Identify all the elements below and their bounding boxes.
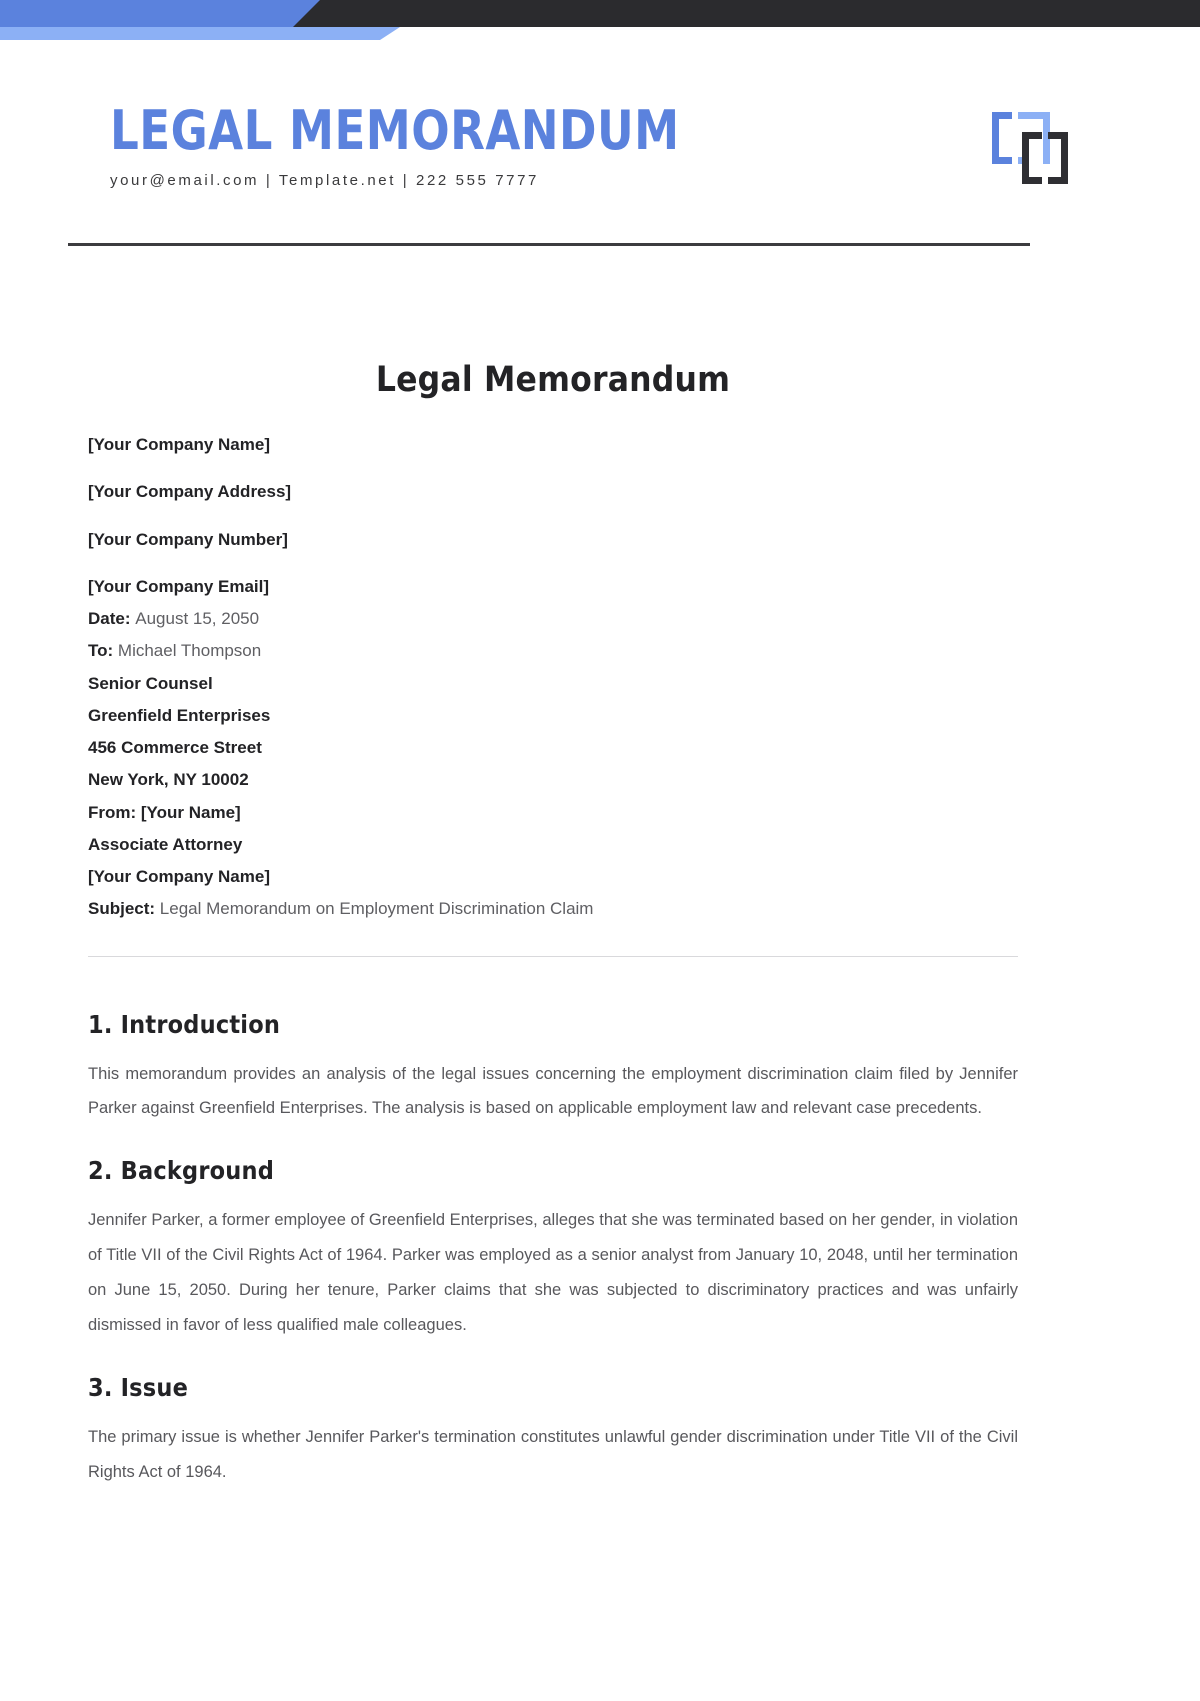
memo-subject-value: Legal Memorandum on Employment Discrimination Claim: [159, 899, 594, 919]
letterhead: [110, 99, 1090, 189]
sender-company: [Your Company Name]: [88, 867, 270, 886]
company-name-placeholder: [Your Company Name]: [88, 435, 270, 454]
sender-title: Associate Attorney: [88, 834, 243, 854]
memo-date-row: [88, 608, 1018, 629]
section-body-introduction: This memorandum provides an analysis of the legal issues concerning the employment discrimination claim filed by Jennifer Parker against Greenfield Enterprises. The analysis is based on applicable employment law and relevant case precedents.: [88, 1064, 1018, 1118]
memo-subject-label: Subject:: [88, 899, 156, 919]
section-heading-background: 2. Background: [88, 1156, 274, 1186]
recipient-city-state-zip: New York, NY 10002: [88, 770, 249, 790]
section-body-background: Jennifer Parker, a former employee of Greenfield Enterprises, alleges that she was terminated based on her gender, in violation of Title VII of the Civil Rights Act of 1964. Parker was employed as a senior analyst from January 10, 2048, until her termination on June 15, 2050. During her tenure, Parker claims that she was subjected to discriminatory practices and was unfairly dismissed in favor of less qualified male colleagues.: [88, 1211, 1018, 1335]
memo-date-value: August 15, 2050: [135, 609, 260, 628]
company-address-placeholder: [Your Company Address]: [88, 482, 292, 502]
company-number-placeholder: [Your Company Number]: [88, 529, 288, 549]
recipient-street: 456 Commerce Street: [88, 738, 262, 757]
letterhead-divider: [68, 243, 1030, 246]
page-title: Legal Memorandum: [375, 360, 731, 400]
banner-blue-parallelogram: [0, 0, 320, 28]
company-email-placeholder: [Your Company Email]: [88, 576, 270, 596]
brand-title: LEGAL MEMORANDUM: [110, 99, 680, 162]
document-body: [88, 360, 1018, 1498]
banner-light-blue-parallelogram: [0, 27, 400, 40]
memo-subject-row: [88, 898, 1018, 919]
section-body-issue: The primary issue is whether Jennifer Parker's termination constitutes unlawful gender discrimination under Title VII of the Civil Rights Act of 1964.: [88, 1428, 1018, 1482]
recipient-title: Senior Counsel: [88, 673, 213, 693]
memo-from-row: From: [Your Name]: [88, 802, 241, 822]
metadata-divider: [88, 956, 1018, 957]
bracket-frames-logo: [990, 108, 1082, 188]
memo-metadata-block: [88, 434, 1018, 920]
brand-contact-line: your@email.com | Template.net | 222 555 7777: [110, 172, 539, 189]
section-heading-issue: 3. Issue: [88, 1373, 189, 1403]
memo-date-label: Date:: [88, 609, 131, 628]
memo-to-label: To:: [88, 641, 114, 661]
header-banner: [0, 0, 1200, 46]
memo-to-value: Michael Thompson: [117, 641, 262, 661]
recipient-company: Greenfield Enterprises: [88, 705, 271, 725]
memo-to-row: [88, 640, 1018, 661]
section-heading-introduction: 1. Introduction: [88, 1009, 281, 1039]
